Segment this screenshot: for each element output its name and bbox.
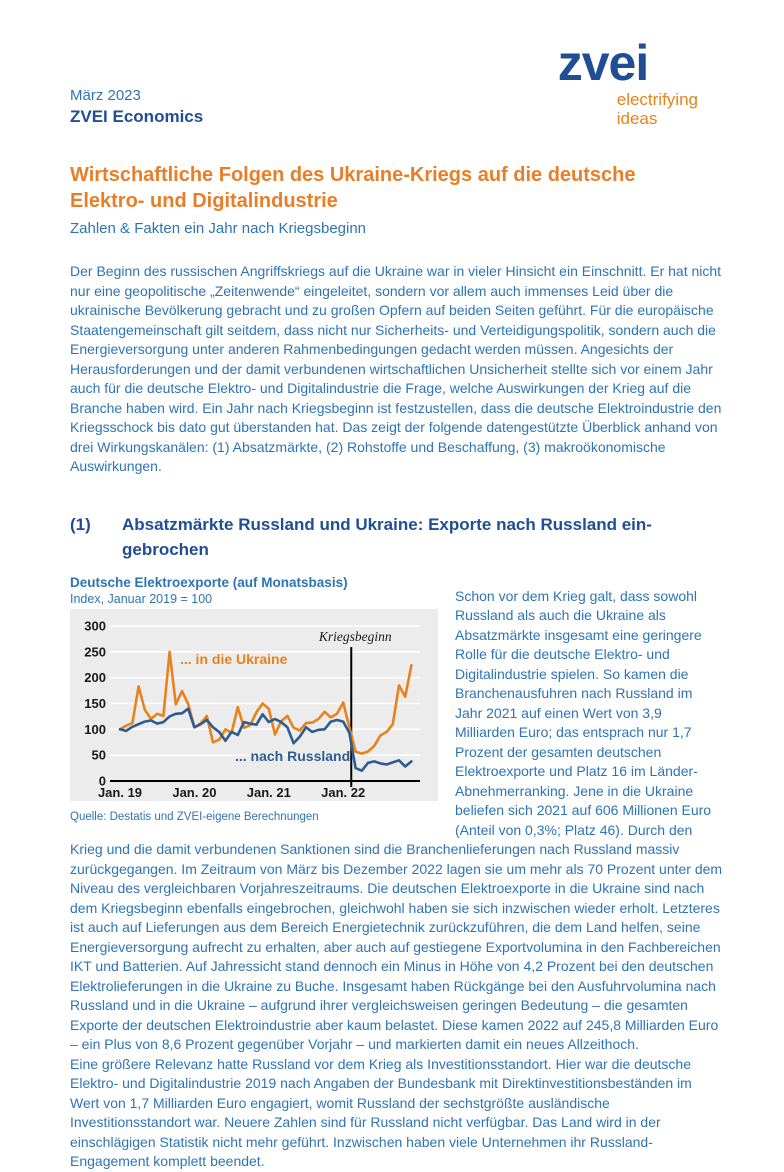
chart-source: Quelle: Destatis und ZVEI-eigene Berechnungen [70,810,319,823]
svg-text:100: 100 [84,721,106,737]
chart-title: Deutsche Elektroexporte (auf Monatsbasis) [70,574,348,590]
zvei-tagline: electrifying ideas [616,90,698,129]
section-1-number: (1) [70,514,91,534]
zvei-logo [557,35,698,129]
intro-paragraph: Der Beginn des russischen Angriffskriegs auf die Ukraine war in vieler Hinsicht ein Einschnitt. Er hat nicht nur eine geopolitische „Zeitenwende“ eingeleitet, sondern vor allem auch immenses Leid über die ukrainische Bevölkerung gebracht und zu großen Opfern auf beiden Seiten geführt. Für die europäische Staatengemeinschaft gilt seitdem, dass nicht nur Sicherheits- und Verteidigungspolitik, sondern auch die Energieversorgung unter anderen Rahmenbedingungen gedacht werden müssen. Angesichts der Herausforderungen und der damit verbundenen wirtschaftlichen Unsicherheit stellte sich vor einem Jahr auch für die deutsche Elektro- und Digitalindustrie die Frage, welche Auswirkungen der Krieg auf die Branche haben wird. Ein Jahr nach Kriegsbeginn ist festzustellen, dass die deutsche Elektroindustrie den Kriegsschock bis dato gut überstanden hat. Das zeigt der folgende datengestützte Überblick anhand von drei Wirkungskanälen: (1) Absatzmärkte, (2) Rohstoffe und Beschaffung, (3) makroökonomische Auswirkungen. [70,263,722,474]
svg-text:0: 0 [98,773,106,788]
svg-text:150: 150 [84,695,106,711]
svg-text:... in die Ukraine: ... in die Ukraine [180,650,288,667]
svg-text:300: 300 [84,618,106,633]
elektroexporte-line-chart [70,609,438,801]
svg-text:200: 200 [84,669,106,685]
body-paragraph-1: Schon vor dem Krieg galt, dass sowohl Russland als auch die Ukraine als Absatzmärkte insgesamt eine geringere Rolle für die deutsche Elektro- und Digitalindustrie spielen. So kamen die Branchenausfuhren nach Russland im Jahr 2021 auf einen Wert von 3,9 Milliarden Euro; das entsprach nur 1,7 Prozent der gesamten deutschen Elektroexporte und Platz 16 im Länder-Abnehmerranking. Jene in die Ukraine beliefen sich 2021 auf 606 Millionen Euro (Anteil von 0,3%; Platz 46). Durch den Krieg und die damit verbundenen Sanktionen sind die Branchenlieferungen nach Russland massiv zurückgegangen. Im Zeitraum von März bis Dezember 2022 lagen sie um mehr als 70 Prozent unter dem Niveau des vergleichbaren Vorjahreszeitraums. Die deutschen Elektroexporte in die Ukraine sind nach dem Kriegsbeginn ebenfalls eingebrochen, gleichwohl haben sie sich inzwischen wieder erholt. Letzteres ist auch auf Lieferungen aus dem Bereich Energietechnik zurückzuführen, die dem Land helfen, seine Energieversorgung aufrecht zu erhalten, aber auch auf gestiegene Exportvolumina in den Fachbereichen IKT und Batterien. Auf Jahressicht stand dennoch ein Minus in Höhe von 4,2 Prozent bei den deutschen Elektrolieferungen in die Ukraine zu Buche. Insgesamt haben Rückgänge bei den Ausfuhrvolumina nach Russland und in die Ukraine – aufgrund ihrer vergleichsweisen geringen Bedeutung – die gesamten Exporte der deutschen Elektroindustrie aber kaum belastet. Diese kamen 2022 auf 245,8 Milliarden Euro – ein Plus von 8,6 Prozent gegenüber Vorjahr – und markierten damit ein neues Allzeithoch. [70,587,723,1052]
page-subtitle: Zahlen & Fakten ein Jahr nach Kriegsbeginn [70,220,367,237]
svg-text:Kriegsbeginn: Kriegsbeginn [318,628,392,644]
issue-date: März 2023 [70,87,141,104]
section-1-heading [70,512,723,562]
chart-subtitle: Index, Januar 2019 = 100 [70,591,213,606]
svg-text:Jan. 20: Jan. 20 [172,784,217,800]
page-title: Wirtschaftliche Folgen des Ukraine-Kriegs auf die deutsche Elektro- und Digitalindustrie [70,164,636,212]
section-1-title: Absatzmärkte Russland und Ukraine: Exporte nach Russland ein- gebrochen [122,514,652,559]
body-paragraph-2: Eine größere Relevanz hatte Russland vor dem Krieg als Investitionsstandort. Hier war die deutsche Elektro- und Digitalindustrie 2019 nach Angaben der Bundesbank mit Direktinvestitionsbeständen im Wert von 1,7 Milliarden Euro engagiert, womit Russland der sechstgrößte ausländische Investitionsstandort war. Neuere Zahlen sind für Russland nicht verfügbar. Das Land wird in der einschlägigen Statistik nicht mehr geführt. Inzwischen haben viele Unternehmen ihr Russland-Engagement komplett beendet. [70,1055,692,1169]
svg-text:Jan. 21: Jan. 21 [246,784,291,800]
zvei-wordmark: zvei [557,35,649,91]
svg-text:50: 50 [91,747,106,763]
svg-text:... nach Russland: ... nach Russland [235,747,351,764]
export-chart-figure [70,574,455,825]
svg-text:Jan. 22: Jan. 22 [321,784,366,800]
svg-text:250: 250 [84,643,106,659]
publication-name: ZVEI Economics [70,107,204,126]
svg-text:Jan. 19: Jan. 19 [97,784,143,800]
